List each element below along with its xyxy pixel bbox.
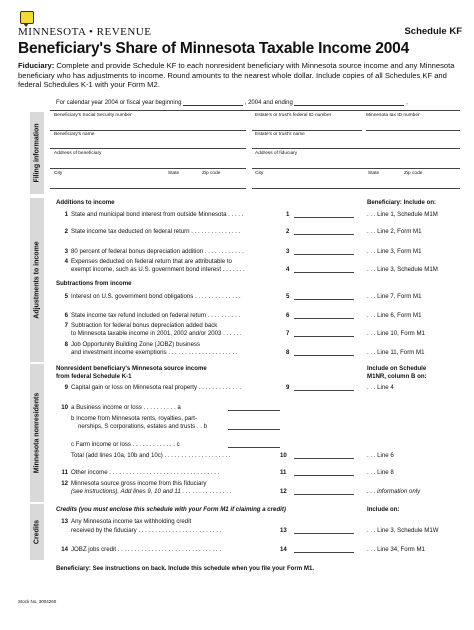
line-10-num: 10 — [61, 404, 68, 411]
line-9-amount-field[interactable] — [294, 384, 354, 391]
line-3-amount-field[interactable] — [294, 248, 354, 255]
line-4-ref: . . . Line 3, Schedule M1M — [367, 266, 438, 273]
line-14-ref: . . . Line 34, Form M1 — [367, 546, 425, 553]
line-1-box-num: 1 — [286, 211, 290, 218]
line-1-amount-field[interactable] — [294, 211, 354, 218]
line-14-num: 14 — [61, 546, 68, 553]
fid-address-field[interactable] — [252, 168, 460, 169]
line-10b-text-2: nerships, S corporations, estates and trusts . . b — [78, 423, 208, 430]
line-3-num: 3 — [64, 248, 68, 255]
line-2-box-num: 2 — [286, 228, 290, 235]
line-4-num: 4 — [64, 258, 68, 265]
ben-name-label: Beneficiary's name — [54, 132, 95, 137]
fiduciary-instructions — [18, 61, 458, 90]
line-10-box-num: 10 — [280, 452, 287, 459]
line-4-text-b: exempt income, such as U.S. government bond interest . . . . . . . — [71, 266, 245, 273]
line-14-text: JOBZ jobs credit . . . . . . . . . . . . . . . . . . . . . . . . . . . . . . . — [71, 546, 222, 553]
tax-year-suffix: , — [406, 100, 408, 106]
line-8-text-a: Job Opportunity Building Zone (JOBZ) business — [71, 341, 201, 348]
line-2-amount-field[interactable] — [294, 228, 354, 235]
ben-city-label: City — [54, 171, 63, 176]
line-12-ref: . . . information only — [367, 488, 421, 495]
estate-name-label: Estate's or trust's name — [255, 132, 305, 137]
fid-city-state-zip-field[interactable] — [252, 188, 460, 189]
fiscal-end-field[interactable] — [294, 99, 404, 106]
line-13-box-num: 13 — [280, 527, 287, 534]
line-7-num: 7 — [64, 322, 68, 329]
include-on-header: Include on: — [367, 506, 400, 513]
section-filing-label: Filing information — [33, 123, 41, 183]
line-12-num: 12 — [61, 480, 68, 487]
fid-city-label: City — [255, 171, 264, 176]
line-12-text-a: Minnesota source gross income from this fiduciary — [71, 480, 207, 487]
estate-name-field[interactable] — [252, 148, 460, 149]
line-7-ref: . . . Line 10, Form M1 — [367, 330, 425, 337]
line-11-num: 11 — [61, 469, 68, 476]
ben-address-label: Address of beneficiary — [54, 151, 102, 156]
line-10a-amount-field[interactable] — [228, 404, 280, 411]
line-9-box-num: 9 — [286, 384, 290, 391]
line-2-ref: . . . Line 2, Form M1 — [367, 228, 422, 235]
mn-tax-id-label: Minnesota tax ID number — [366, 113, 420, 118]
footer-note: Beneficiary: See instructions on back. Include this schedule when you file your Form M1. — [56, 565, 315, 572]
credits-header: Credits (you must enclose this schedule with your Form M1 if claiming a credit) — [56, 506, 286, 513]
line-11-amount-field[interactable] — [294, 469, 354, 476]
line-14-amount-field[interactable] — [294, 546, 354, 553]
subtractions-header: Subtractions from income — [56, 280, 132, 287]
line-13-ref: . . . Line 3, Schedule M1W — [367, 527, 439, 534]
ben-state-label: State — [168, 171, 180, 176]
include-schedule-header-2: M1NR, column B on: — [367, 373, 427, 380]
line-8-text-b: and investment income exemptions . . . . . . . . . . . . . . . . . . . . . — [71, 349, 238, 356]
line-5-box-num: 5 — [286, 293, 290, 300]
beneficiary-include-header: Beneficiary: Include on: — [367, 199, 437, 206]
tax-year-middle: , 2004 and ending — [244, 100, 293, 106]
line-6-ref: . . . Line 6, Form M1 — [367, 312, 422, 319]
line-13-num: 13 — [61, 518, 68, 525]
line-9-ref: . . . Line 4 — [367, 384, 394, 391]
ben-city-state-zip-field[interactable] — [50, 188, 246, 189]
line-7-text-b: to Minnesota taxable income in 2001, 2002 and/or 2003 . . . . . . — [71, 330, 242, 337]
line-7-box-num: 7 — [286, 330, 290, 337]
line-10b-text-1: b Income from Minnesota rents, royalties, part- — [71, 415, 197, 422]
form-title: Beneficiary's Share of Minnesota Taxable Income 2004 — [18, 40, 409, 57]
line-13-amount-field[interactable] — [294, 527, 354, 534]
mn-tax-id-field[interactable] — [366, 130, 460, 131]
fid-state-label: State — [368, 171, 380, 176]
fid-address-label: Address of fiduciary — [255, 151, 298, 156]
speech-bubble-logo-icon — [20, 11, 34, 24]
line-14-box-num: 14 — [280, 546, 287, 553]
line-5-amount-field[interactable] — [294, 293, 354, 300]
line-7-amount-field[interactable] — [294, 330, 354, 337]
line-10b-amount-field[interactable] — [228, 423, 280, 430]
line-10-ref: . . . Line 6 — [367, 452, 394, 459]
additions-header: Additions to income — [56, 199, 115, 206]
fiscal-begin-field[interactable] — [183, 99, 243, 106]
tax-year-line — [56, 99, 456, 106]
nonres-header-line1: Nonresident beneficiary's Minnesota source income — [56, 365, 207, 372]
line-1-text: State and municipal bond interest from outside Minnesota . . . . . — [71, 211, 244, 218]
line-6-text: State income tax refund included on federal return . . . . . . . . . . — [71, 312, 241, 319]
line-10a-text: a Business income or loss . . . . . . . . . . a — [71, 404, 181, 411]
line-8-amount-field[interactable] — [294, 349, 354, 356]
line-4-text-a: Expenses deducted on federal return that are attributable to — [71, 258, 232, 265]
section-credits-label: Credits — [33, 519, 41, 545]
line-10c-amount-field[interactable] — [228, 441, 280, 448]
line-11-text: Other income . . . . . . . . . . . . . . . . . . . . . . . . . . . . . . . . . — [71, 469, 220, 476]
agency-logo-text: MINNESOTA • REVENUE — [18, 26, 152, 38]
section-adjustments-bar — [30, 198, 44, 362]
line-6-box-num: 6 — [286, 312, 290, 319]
estate-fid-label: Estate's or trust's federal ID number — [255, 113, 332, 118]
line-13-text-a: Any Minnesota income tax withholding credit — [71, 518, 192, 525]
ben-name-field[interactable] — [50, 148, 246, 149]
line-8-num: 8 — [64, 341, 68, 348]
section-filing-bar — [30, 112, 44, 194]
schedule-id: Schedule KF — [404, 26, 462, 37]
line-10-total-text: Total (add lines 10a, 10b and 10c) . . . . . . . . . . . . . . . . . . . . — [71, 452, 231, 459]
include-schedule-header-1: Include on Schedule — [367, 365, 427, 372]
line-10-amount-field[interactable] — [294, 452, 354, 459]
tax-year-prefix: For calendar year 2004 or fiscal year beginning — [56, 100, 182, 106]
section-nonres-bar — [30, 364, 44, 502]
line-3-ref: . . . Line 3, Form M1 — [367, 248, 422, 255]
line-1-num: 1 — [64, 211, 68, 218]
line-6-num: 6 — [64, 312, 68, 319]
line-3-text: 80 percent of federal bonus depreciation addition . . . . . . . . . . . . — [71, 248, 244, 255]
line-6-amount-field[interactable] — [294, 312, 354, 319]
estate-fid-field[interactable] — [252, 130, 362, 131]
line-3-box-num: 3 — [286, 248, 290, 255]
line-8-box-num: 8 — [286, 349, 290, 356]
line-13-text-b: received by the fiduciary . . . . . . . . . . . . . . . . . . . . . . . . . — [71, 527, 222, 534]
stock-number: Stock No. 3004260 — [18, 599, 57, 604]
line-9-text: Capital gain or loss on Minnesota real property . . . . . . . . . . . . . — [71, 384, 242, 391]
line-4-box-num: 4 — [286, 266, 290, 273]
line-8-ref: . . . Line 11, Form M1 — [367, 349, 425, 356]
section-nonres-label: Minnesota nonresidents — [33, 392, 41, 474]
line-4-amount-field[interactable] — [294, 266, 354, 273]
line-1-ref: . . . Line 1, Schedule M1M — [367, 211, 438, 218]
nonres-header-line2: from federal Schedule K-1 — [56, 373, 132, 380]
line-5-num: 5 — [64, 293, 68, 300]
line-9-num: 9 — [64, 384, 68, 391]
line-11-ref: . . . Line 8 — [367, 469, 394, 476]
line-12-amount-field[interactable] — [294, 488, 354, 495]
ben-zip-label: Zip code — [202, 171, 221, 176]
line-2-text: State income tax deducted on federal return . . . . . . . . . . . . . . . — [71, 228, 241, 235]
line-7-text-a: Subtraction for federal bonus depreciation added back — [71, 322, 218, 329]
instructions-text: Complete and provide Schedule KF to each nonresident beneficiary with Minnesota source income and any Minnesota beneficiary who has adjustments to income. Round amounts to the nearest whole dollar. Include copies of all Schedules KF and federal Schedules K-1 with your Form M2. — [18, 61, 455, 90]
line-12-text-b: (see instructions). Add lines 9, 10 and 11 . . . . . . . . . . . . . . . — [71, 488, 232, 495]
divider — [50, 110, 460, 111]
ssn-label: Beneficiary's Social Security number — [54, 113, 132, 118]
section-credits-bar — [30, 504, 44, 560]
fid-zip-label: Zip code — [404, 171, 423, 176]
line-10c-text: c Farm income or loss . . . . . . . . . . . . . c — [71, 441, 180, 448]
line-5-text: Interest on U.S. government bond obligations . . . . . . . . . . . . . . — [71, 293, 241, 300]
instructions-lead: Fiduciary: — [18, 61, 55, 70]
ben-address-field[interactable] — [50, 168, 246, 169]
line-5-ref: . . . Line 7, Form M1 — [367, 293, 422, 300]
line-11-box-num: 11 — [280, 469, 287, 476]
line-12-box-num: 12 — [280, 488, 287, 495]
line-2-num: 2 — [64, 228, 68, 235]
form-header — [12, 8, 464, 38]
ssn-field[interactable] — [50, 130, 246, 131]
section-adjustments-label: Adjustments to income — [33, 241, 41, 319]
